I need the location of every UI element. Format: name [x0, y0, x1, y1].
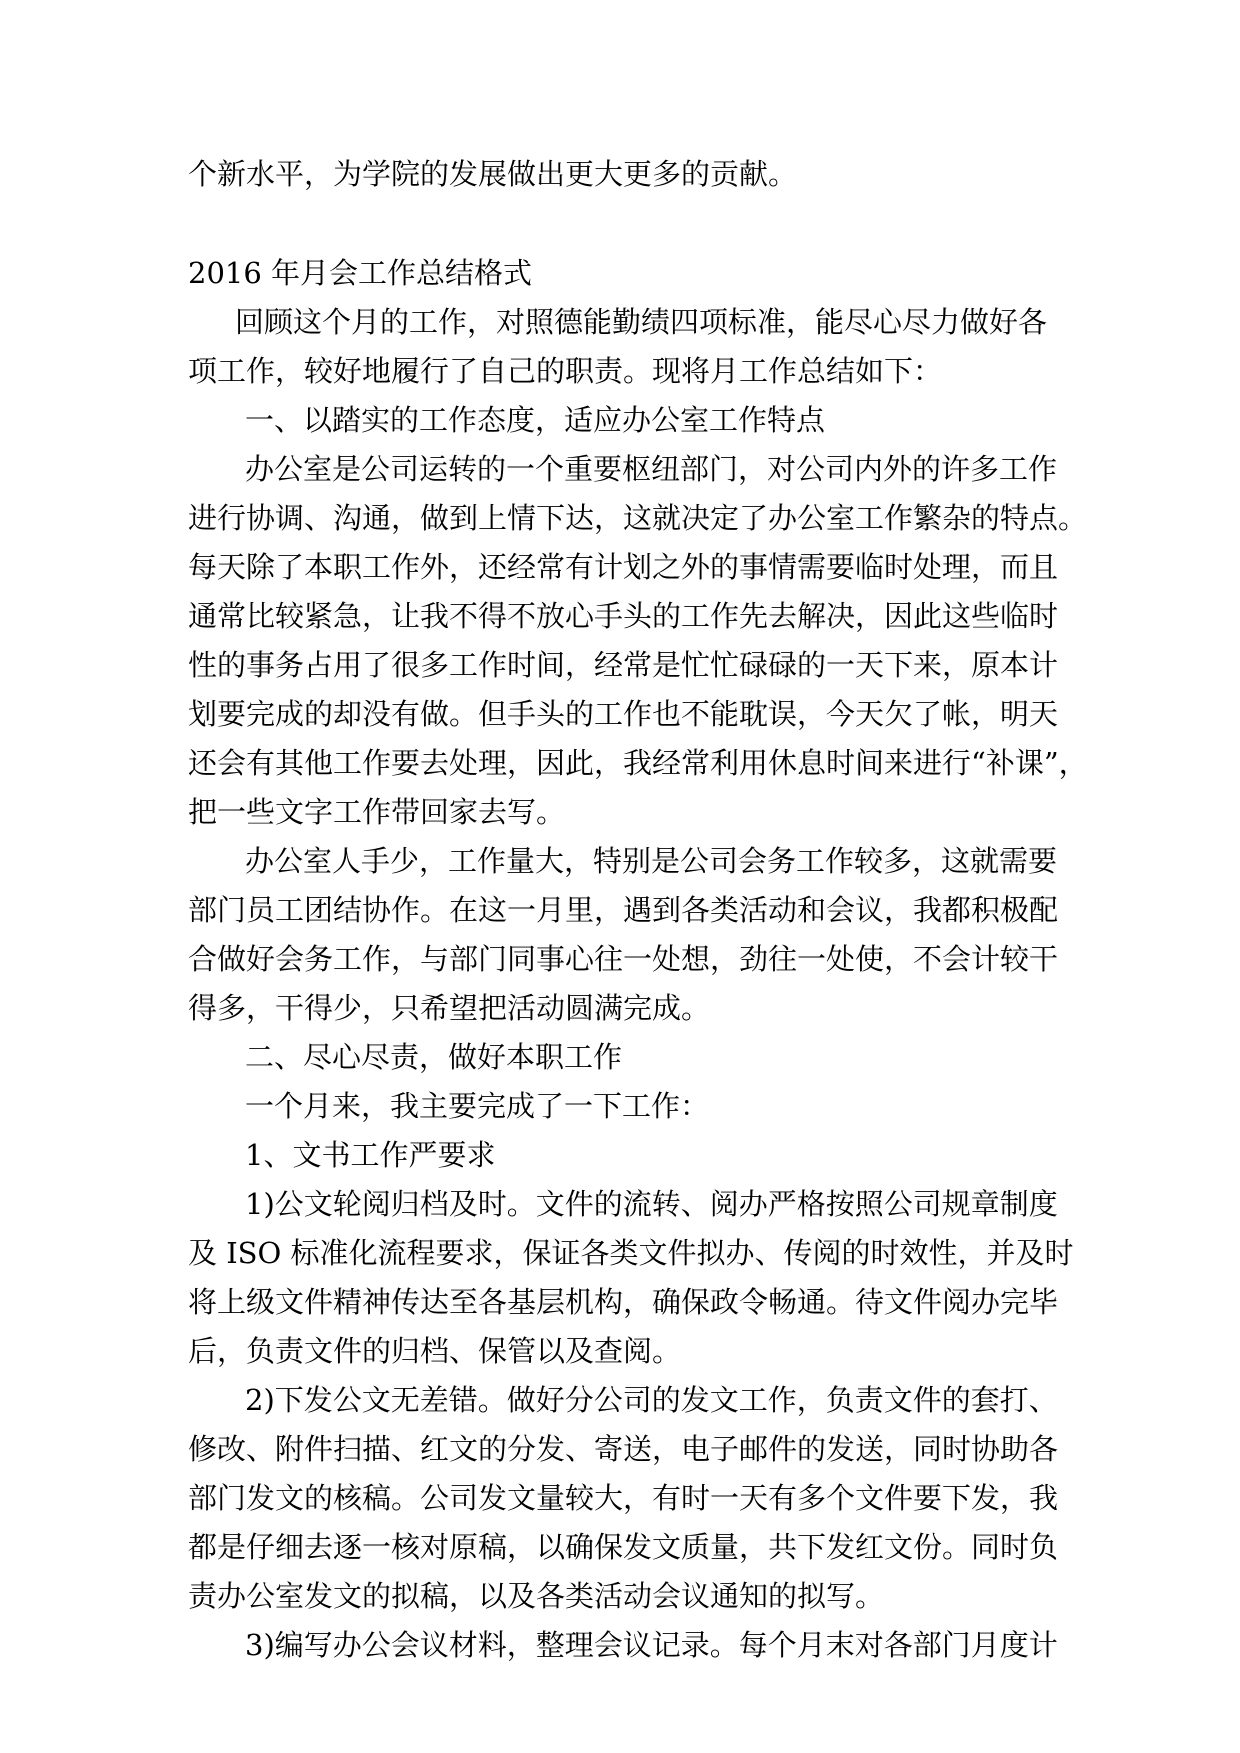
- paragraph-line: 还会有其他工作要去处理，因此，我经常利用休息时间来进行“补课”，: [188, 746, 1088, 780]
- paragraph-line: 2)下发公文无差错。做好分公司的发文工作，负责文件的套打、: [245, 1383, 1058, 1417]
- paragraph-line: 进行协调、沟通，做到上情下达，这就决定了办公室工作繁杂的特点。: [188, 501, 1088, 535]
- paragraph-line: 都是仔细去逐一核对原稿，以确保发文质量，共下发红文份。同时负: [188, 1530, 1059, 1564]
- section-title: 2016 年月会工作总结格式: [188, 256, 533, 290]
- paragraph-line: 修改、附件扫描、红文的分发、寄送，电子邮件的发送，同时协助各: [188, 1432, 1059, 1466]
- paragraph-line: 项工作，较好地履行了自己的职责。现将月工作总结如下：: [188, 354, 943, 388]
- paragraph-line: 办公室是公司运转的一个重要枢纽部门，对公司内外的许多工作: [245, 452, 1058, 486]
- paragraph-line: 及 ISO 标准化流程要求，保证各类文件拟办、传阅的时效性，并及时: [188, 1236, 1074, 1270]
- subheading-line: 1、文书工作严要求: [245, 1138, 496, 1172]
- paragraph-line: 把一些文字工作带回家去写。: [188, 795, 566, 829]
- paragraph-line: 责办公室发文的拟稿，以及各类活动会议通知的拟写。: [188, 1579, 885, 1613]
- paragraph-line: 得多，干得少，只希望把活动圆满完成。: [188, 991, 711, 1025]
- paragraph-line: 回顾这个月的工作，对照德能勤绩四项标准，能尽心尽力做好各: [235, 305, 1048, 339]
- paragraph-line: 后，负责文件的归档、保管以及查阅。: [188, 1334, 682, 1368]
- paragraph-line: 性的事务占用了很多工作时间，经常是忙忙碌碌的一天下来，原本计: [188, 648, 1059, 682]
- paragraph-line: 每天除了本职工作外，还经常有计划之外的事情需要临时处理，而且: [188, 550, 1059, 584]
- paragraph-line: 将上级文件精神传达至各基层机构，确保政令畅通。待文件阅办完毕: [188, 1285, 1059, 1319]
- paragraph-line: 办公室人手少，工作量大，特别是公司会务工作较多，这就需要: [245, 844, 1058, 878]
- paragraph-line: 通常比较紧急，让我不得不放心手头的工作先去解决，因此这些临时: [188, 599, 1059, 633]
- document-body: [188, 150, 1088, 1670]
- paragraph-line: 1)公文轮阅归档及时。文件的流转、阅办严格按照公司规章制度: [245, 1187, 1058, 1221]
- paragraph-line: 部门员工团结协作。在这一月里，遇到各类活动和会议，我都积极配: [188, 893, 1059, 927]
- heading-line: 二、尽心尽责，做好本职工作: [245, 1040, 623, 1074]
- blank-line: [188, 199, 1060, 249]
- paragraph-line: 部门发文的核稿。公司发文量较大，有时一天有多个文件要下发，我: [188, 1481, 1059, 1515]
- heading-line: 一、以踏实的工作态度，适应办公室工作特点: [245, 403, 826, 437]
- paragraph-line: 划要完成的却没有做。但手头的工作也不能耽误，今天欠了帐，明天: [188, 697, 1059, 731]
- paragraph-line: 个新水平，为学院的发展做出更大更多的贡献。: [188, 157, 798, 191]
- paragraph-line: 合做好会务工作，与部门同事心往一处想，劲往一处使，不会计较干: [188, 942, 1059, 976]
- paragraph-line: 3)编写办公会议材料，整理会议记录。每个月末对各部门月度计: [245, 1628, 1058, 1662]
- paragraph-line: 一个月来，我主要完成了一下工作：: [245, 1089, 710, 1123]
